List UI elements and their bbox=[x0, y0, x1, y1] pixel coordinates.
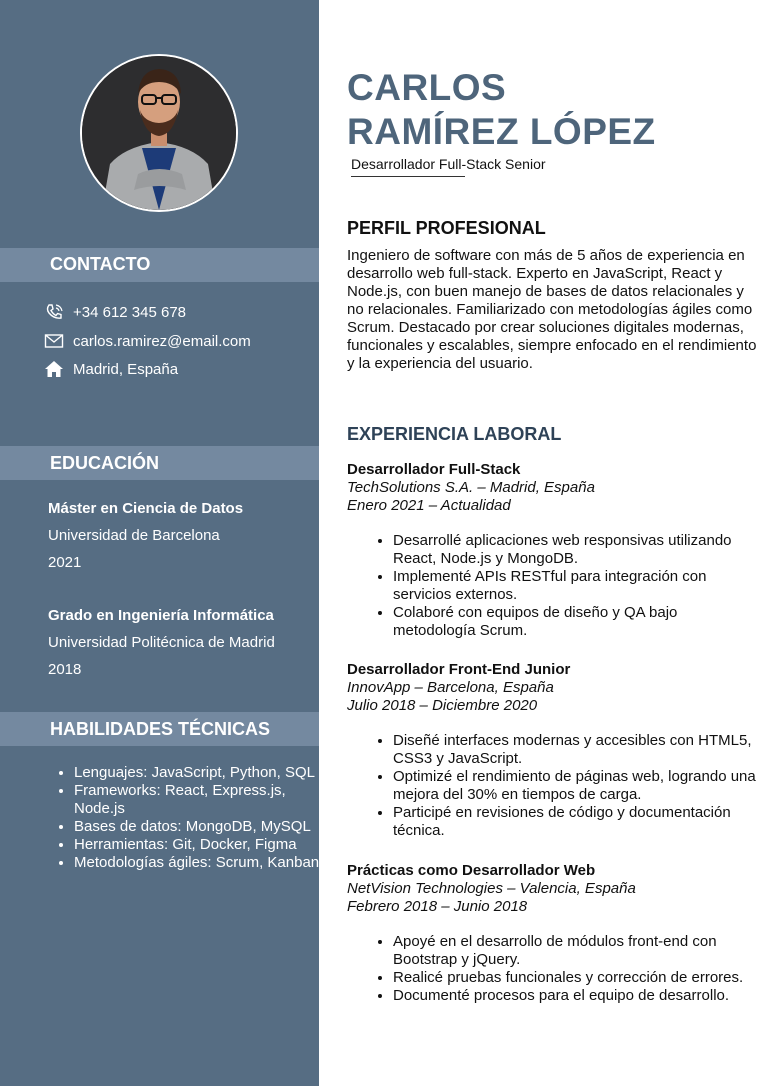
education-item bbox=[48, 495, 243, 576]
skill-item: • Herramientas: Git, Docker, Figma bbox=[74, 836, 336, 854]
job-entry bbox=[347, 661, 759, 840]
profile-summary: Ingeniero de software con más de 5 años de experiencia en desarrollo web full-stack. Experto en JavaScript, React y Node.js, con buen manejo de bases de datos relacionales y no relacionales. Familiarizado con metodologías ágiles como Scrum. Destacado por crear soluciones digitales modernas, funcionales y escalables, siempre enfocado en el rendimiento y la experiencia del usuario. bbox=[347, 247, 757, 372]
job-bullet: • Desarrollé aplicaciones web responsivas utilizando React, Node.js y MongoDB. bbox=[393, 532, 759, 568]
education-school: Universidad de Barcelona bbox=[48, 527, 220, 544]
job-company: InnovApp – Barcelona, España bbox=[347, 679, 554, 696]
job-bullet: • Apoyé en el desarrollo de módulos front-end con Bootstrap y jQuery. bbox=[393, 933, 759, 969]
job-bullet: • Optimizé el rendimiento de páginas web, logrando una mejora del 30% en tiempos de carga. bbox=[393, 768, 759, 804]
skills-list bbox=[50, 764, 336, 872]
skill-item: • Frameworks: React, Express.js, Node.js bbox=[74, 782, 336, 818]
experience-section-title: EXPERIENCIA LABORAL bbox=[347, 424, 562, 444]
job-bullet: • Participé en revisiones de código y documentación técnica. bbox=[393, 804, 759, 840]
job-bullets bbox=[347, 933, 759, 1005]
profile-section-title: PERFIL PROFESIONAL bbox=[347, 218, 546, 238]
skill-item: • Metodologías ágiles: Scrum, Kanban bbox=[74, 854, 336, 872]
candidate-name bbox=[347, 66, 656, 154]
envelope-icon bbox=[44, 332, 64, 350]
job-company: TechSolutions S.A. – Madrid, España bbox=[347, 479, 595, 496]
contact-section-title: CONTACTO bbox=[50, 254, 151, 274]
skill-item: • Lenguajes: JavaScript, Python, SQL bbox=[74, 764, 336, 782]
job-bullets bbox=[347, 532, 759, 640]
skill-item: • Bases de datos: MongoDB, MySQL bbox=[74, 818, 336, 836]
job-role: Desarrollador Full-Stack bbox=[347, 461, 521, 478]
contact-section-band bbox=[0, 248, 319, 282]
email-text[interactable]: carlos.ramirez@email.com bbox=[73, 332, 251, 350]
job-company: NetVision Technologies – Valencia, España bbox=[347, 880, 636, 897]
job-bullet: • Implementé APIs RESTful para integración con servicios externos. bbox=[393, 568, 759, 604]
job-bullet: • Realicé pruebas funcionales y corrección de errores. bbox=[393, 969, 759, 987]
job-bullets bbox=[347, 732, 759, 840]
last-name: RAMÍREZ LÓPEZ bbox=[347, 111, 656, 152]
job-entry bbox=[347, 862, 759, 1005]
phone-text[interactable]: +34 612 345 678 bbox=[73, 303, 187, 321]
job-role: Prácticas como Desarrollador Web bbox=[347, 862, 596, 879]
job-role: Desarrollador Front-End Junior bbox=[347, 661, 571, 678]
education-degree: Grado en Ingeniería Informática bbox=[48, 607, 274, 624]
profile-photo bbox=[80, 54, 238, 212]
phone-icon bbox=[44, 303, 64, 321]
title-underline bbox=[351, 176, 465, 177]
job-dates: Febrero 2018 – Junio 2018 bbox=[347, 898, 528, 915]
home-icon bbox=[44, 360, 64, 378]
job-bullet: • Diseñé interfaces modernas y accesibles con HTML5, CSS3 y JavaScript. bbox=[393, 732, 759, 768]
job-title: Desarrollador Full-Stack Senior bbox=[351, 156, 546, 172]
education-year: 2021 bbox=[48, 554, 82, 571]
education-degree: Máster en Ciencia de Datos bbox=[48, 500, 244, 517]
contact-location bbox=[44, 358, 178, 380]
job-entry bbox=[347, 461, 759, 640]
sidebar bbox=[0, 0, 319, 1086]
education-school: Universidad Politécnica de Madrid bbox=[48, 634, 275, 651]
first-name: CARLOS bbox=[347, 67, 507, 108]
education-section-title: EDUCACIÓN bbox=[50, 453, 160, 473]
skills-section-title: HABILIDADES TÉCNICAS bbox=[50, 719, 271, 739]
education-item bbox=[48, 602, 275, 683]
job-bullet: • Colaboré con equipos de diseño y QA bajo metodología Scrum. bbox=[393, 604, 759, 640]
education-section-band bbox=[0, 446, 319, 480]
job-bullet: • Documenté procesos para el equipo de desarrollo. bbox=[393, 987, 759, 1005]
contact-phone bbox=[44, 301, 186, 323]
education-year: 2018 bbox=[48, 661, 82, 678]
contact-email bbox=[44, 330, 251, 352]
job-dates: Julio 2018 – Diciembre 2020 bbox=[347, 697, 538, 714]
job-dates: Enero 2021 – Actualidad bbox=[347, 497, 511, 514]
location-text: Madrid, España bbox=[73, 360, 179, 378]
